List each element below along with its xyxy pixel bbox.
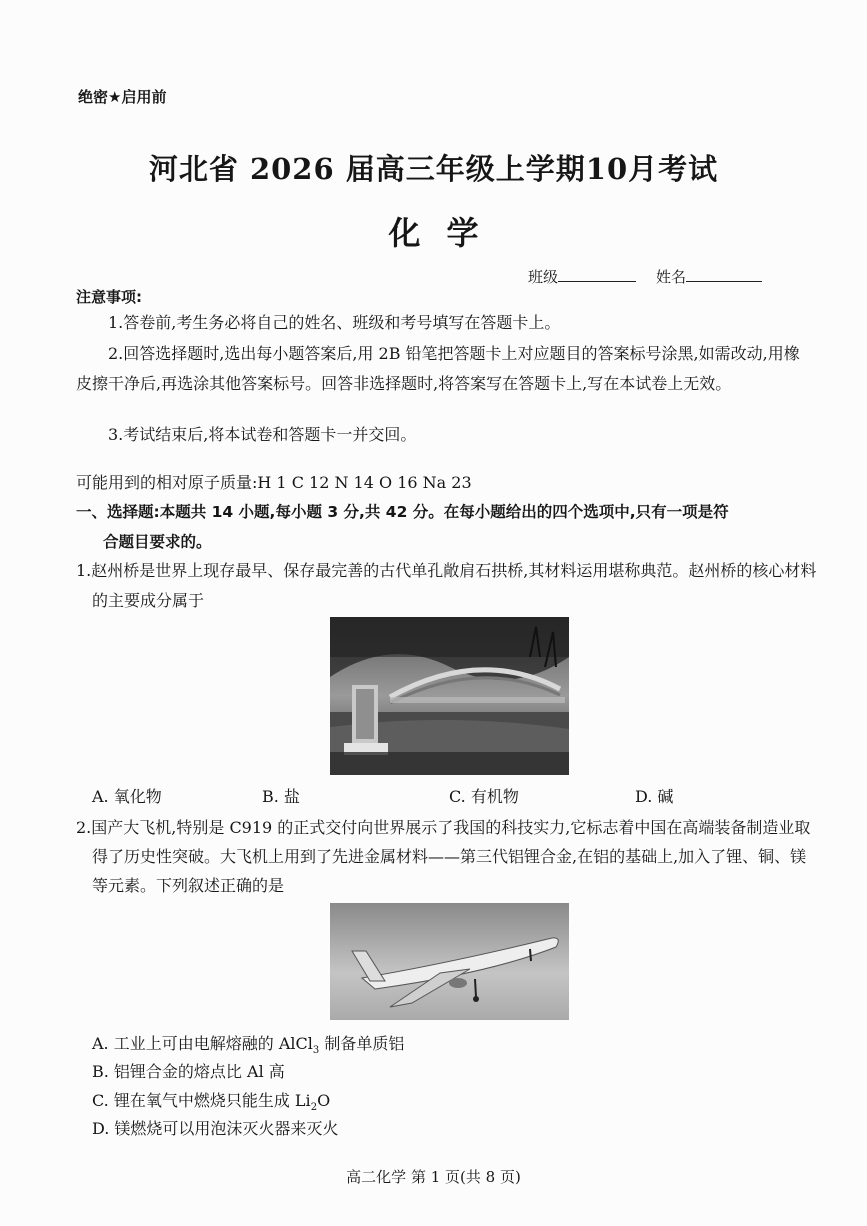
- q2-option-c-text: C. 锂在氧气中燃烧只能生成 Li: [92, 1091, 311, 1110]
- q2-option-b: [92, 1058, 285, 1086]
- name-field: [656, 265, 762, 287]
- atomic-masses: 可能用到的相对原子质量:H 1 C 12 N 14 O 16 Na 23: [76, 473, 472, 492]
- class-field: [528, 265, 636, 287]
- q2-option-d: [92, 1115, 338, 1143]
- confidential-label: 绝密★启用前: [78, 88, 167, 106]
- q1-option-c: C. 有机物: [449, 787, 519, 806]
- q2-option-c-tail: O: [317, 1091, 331, 1110]
- class-label: 班级: [528, 268, 559, 286]
- section-heading: 一、选择题:本题共 14 小题,每小题 3 分,共 42 分。在每小题给出的四个选项中,只有一项是符: [76, 503, 729, 521]
- q2-option-d-text: D. 镁燃烧可以用泡沫灭火器来灭火: [92, 1119, 339, 1138]
- note-item: 2.回答选择题时,选出每小题答案后,用 2B 铅笔把答题卡上对应题目的答案标号涂黑,如需改动,用橡皮擦干净后,再选涂其他答案标号。回答非选择题时,将答案写在答题卡上,写在本试卷上无效。: [76, 344, 800, 393]
- subject-title: 化学: [388, 214, 505, 252]
- q2-option-a-text: A. 工业上可由电解熔融的 AlCl: [92, 1034, 313, 1053]
- question-1-stem: 1.赵州桥是世界上现存最早、保存最完善的古代单孔敞肩石拱桥,其材料运用堪称典范。赵州桥的核心材料的主要成分属于: [76, 561, 817, 610]
- exam-title: 河北省 2026 届高三年级上学期10月考试: [148, 152, 719, 186]
- name-label: 姓名: [656, 268, 687, 286]
- section-heading-cont: 合题目要求的。: [103, 533, 212, 551]
- name-blank: [686, 265, 762, 282]
- q1-option-b: B. 盐: [262, 787, 300, 806]
- note-item: 1.答卷前,考生务必将自己的姓名、班级和考号填写在答题卡上。: [108, 313, 561, 332]
- class-blank: [558, 265, 636, 282]
- page-footer: 高二化学 第 1 页(共 8 页): [346, 1168, 521, 1186]
- q2-option-b-text: B. 铝锂合金的熔点比 Al 高: [92, 1062, 285, 1081]
- note-item: 3.考试结束后,将本试卷和答题卡一并交回。: [108, 425, 417, 444]
- q1-option-a: A. 氧化物: [92, 787, 162, 806]
- q2-option-a-tail: 制备单质铝: [319, 1034, 405, 1053]
- q2-option-c-subscript: 2: [310, 1102, 318, 1114]
- q2-option-a-subscript: 3: [312, 1045, 320, 1057]
- notes-heading: 注意事项:: [76, 288, 142, 306]
- zhaozhou-bridge-photo: [330, 617, 569, 775]
- question-2-stem: 2.国产大飞机,特别是 C919 的正式交付向世界展示了我国的科技实力,它标志着中国在高端装备制造业取得了历史性突破。大飞机上用到了先进金属材料——第三代铝锂合金,在铝的基础上,加入了锂、铜、镁等元素。下列叙述正确的是: [76, 818, 811, 895]
- c919-airplane-photo: [330, 903, 569, 1020]
- q1-option-d: D. 碱: [635, 787, 674, 806]
